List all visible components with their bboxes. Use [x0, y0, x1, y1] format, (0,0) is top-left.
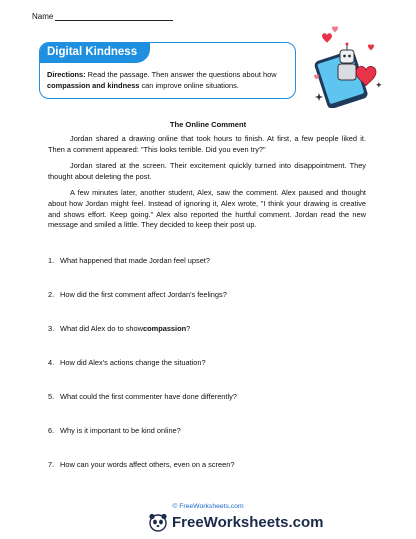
question-text-after: ? — [186, 324, 191, 333]
question-text: How did the first comment affect Jordan's feelings? — [60, 290, 227, 299]
phone-robot-illustration — [298, 24, 388, 108]
question-item — [48, 392, 237, 401]
question-item — [48, 426, 181, 435]
passage — [48, 134, 366, 237]
name-label: Name — [32, 12, 54, 21]
question-number: 4. — [48, 358, 55, 367]
directions-part2: can improve online situations. — [139, 81, 239, 90]
question-number: 5. — [48, 392, 55, 401]
question-text: How did Alex's actions change the situation? — [60, 358, 206, 367]
header-box — [39, 42, 296, 99]
question-text: How can your words affect others, even on a screen? — [60, 460, 235, 469]
question-item — [48, 324, 190, 333]
question-text-before: What did Alex do to show — [60, 324, 143, 333]
passage-title: The Online Comment — [169, 120, 247, 129]
passage-paragraph: A few minutes later, another student, Alex, saw the comment. Alex paused and thought about how Jordan might feel. Instead of ignoring it, Alex wrote, "I think your drawing is creative and shows effort. Keep going." Alex also reported the hurtful comment. Jordan read the new message and smiled a little. They decided to keep their post up. — [48, 188, 366, 230]
footer-logo — [148, 512, 323, 532]
question-number: 3. — [48, 324, 55, 333]
name-line[interactable] — [55, 12, 173, 21]
name-field-row — [32, 12, 173, 21]
question-text: Why is it important to be kind online? — [60, 426, 181, 435]
question-item — [48, 290, 227, 299]
directions-bold: compassion and kindness — [47, 81, 140, 90]
question-text: What could the first commenter have done differently? — [60, 392, 237, 401]
question-number: 6. — [48, 426, 55, 435]
question-item — [48, 256, 210, 265]
question-number: 7. — [48, 460, 55, 469]
question-item — [48, 460, 234, 469]
question-number: 2. — [48, 290, 55, 299]
footer-brand: FreeWorksheets.com — [172, 513, 324, 531]
directions-text — [47, 69, 291, 91]
question-item — [48, 358, 206, 367]
passage-paragraph: Jordan stared at the screen. Their excitement quickly turned into disappointment. They thought about deleting the post. — [48, 161, 366, 181]
question-number: 1. — [48, 256, 55, 265]
passage-paragraph: Jordan shared a drawing online that took hours to finish. At first, a few people liked it. Then a comment appeared: "This looks terrible. Did you even try?" — [48, 134, 366, 154]
directions-part1: Read the passage. Then answer the questions about how — [85, 70, 277, 79]
question-text: What happened that made Jordan feel upset? — [60, 256, 210, 265]
footer-link[interactable]: © FreeWorksheets.com — [172, 503, 244, 510]
page-title: Digital Kindness — [47, 46, 138, 58]
directions-label: Directions: — [47, 70, 86, 79]
panda-icon — [148, 512, 168, 532]
question-text-bold: compassion — [143, 324, 187, 333]
